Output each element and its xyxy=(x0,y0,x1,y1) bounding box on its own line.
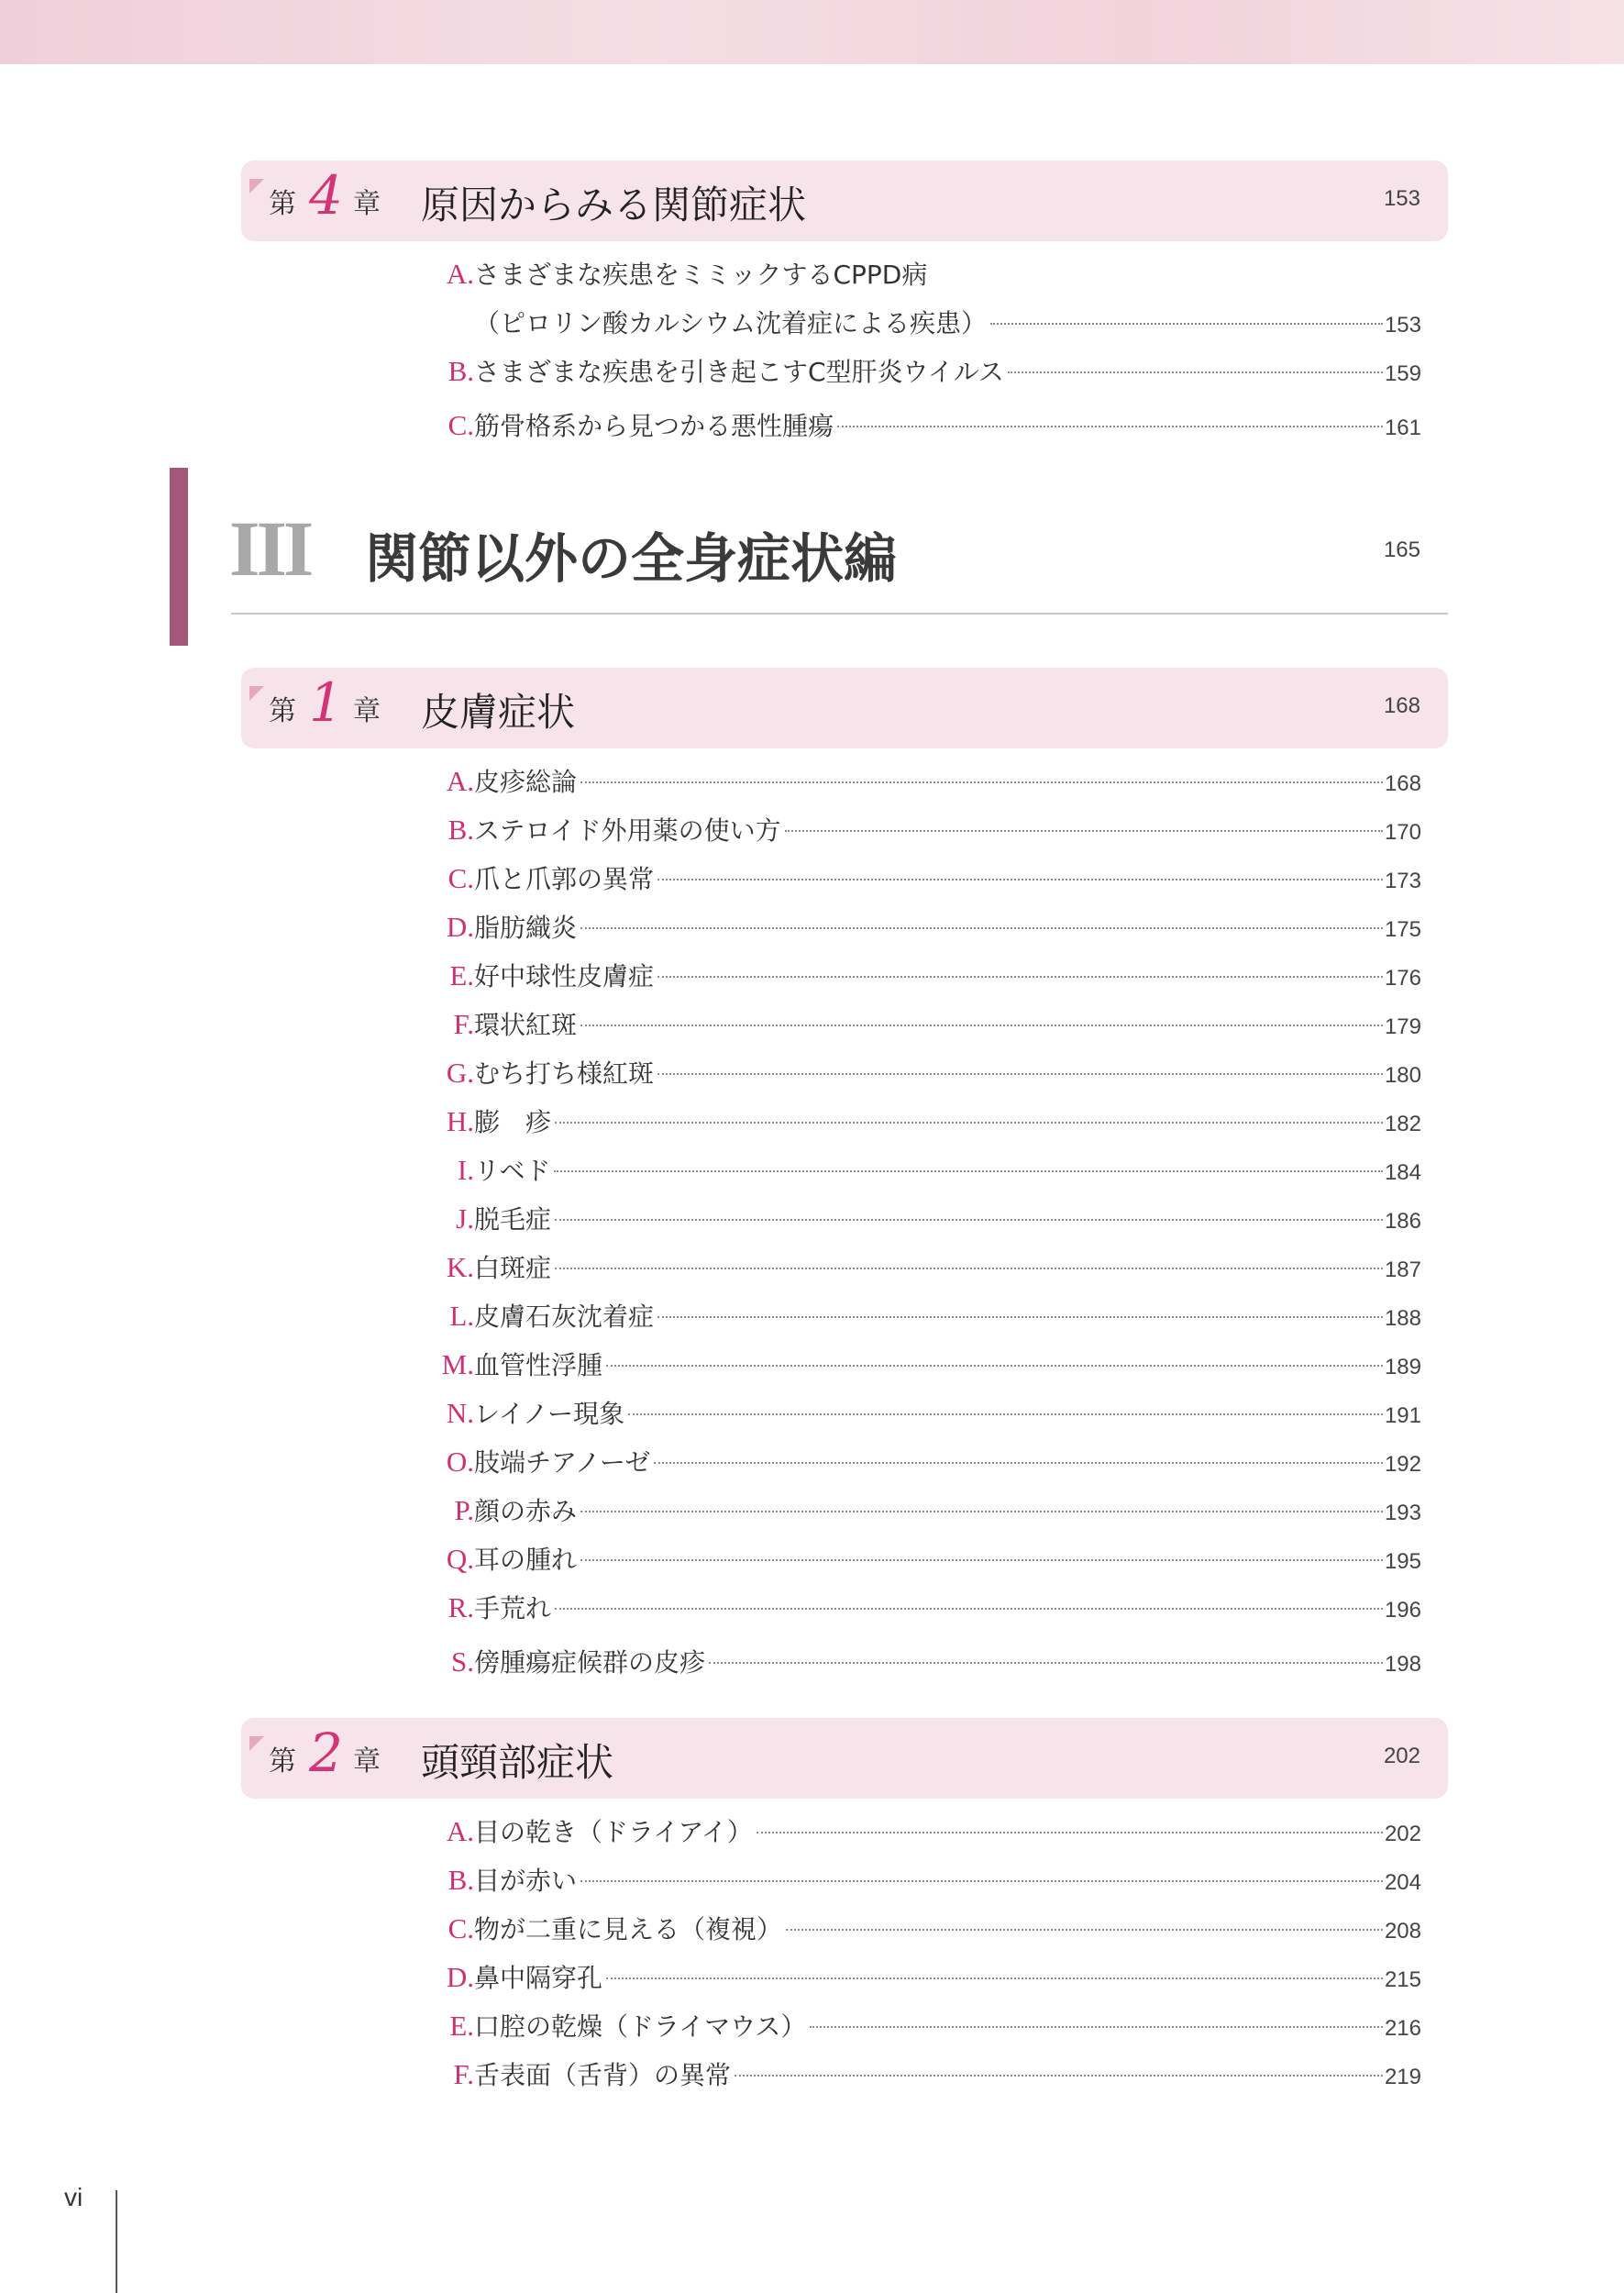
toc-entry[interactable] xyxy=(436,1248,1421,1289)
entry-page: 153 xyxy=(1384,313,1421,338)
toc-entry[interactable] xyxy=(436,304,1421,344)
entry-letter: C. xyxy=(447,1912,474,1944)
entry-page: 198 xyxy=(1384,1652,1421,1677)
entry-letter: P. xyxy=(454,1494,474,1526)
entry-letter: K. xyxy=(446,1251,474,1283)
chapter-page: 168 xyxy=(1383,693,1420,718)
entry-page: 193 xyxy=(1384,1501,1421,1525)
toc-entry[interactable] xyxy=(436,1054,1421,1094)
entry-letter: E. xyxy=(449,2010,474,2042)
chapter-title: 皮膚症状 xyxy=(421,690,576,735)
toc-entry[interactable] xyxy=(436,1812,1421,1853)
entry-title: ステロイド外用薬の使い方 xyxy=(474,815,781,846)
entry-title: さまざまな疾患をミミックするCPPD病 xyxy=(474,260,928,290)
toc-entry[interactable] xyxy=(436,1540,1421,1580)
entry-title: 物が二重に見える（複視） xyxy=(474,1914,783,1944)
entry-page: 184 xyxy=(1384,1160,1421,1185)
toc-entry[interactable] xyxy=(436,255,1421,295)
toc-entry[interactable] xyxy=(436,1958,1421,1999)
entry-letter: I. xyxy=(457,1154,474,1186)
dot-leader xyxy=(580,781,1383,783)
entry-page: 170 xyxy=(1384,820,1421,845)
entry-letter: D. xyxy=(446,911,474,943)
entry-title: 白斑症 xyxy=(474,1253,552,1283)
entry-page: 179 xyxy=(1384,1014,1421,1039)
entry-page: 159 xyxy=(1384,361,1421,386)
part-divider xyxy=(231,613,1448,615)
toc-entry[interactable] xyxy=(436,1102,1421,1143)
dot-leader xyxy=(990,323,1383,325)
entry-page: 188 xyxy=(1384,1306,1421,1331)
entry-letter: R. xyxy=(447,1591,474,1623)
dot-leader xyxy=(606,1365,1383,1367)
entry-title: 皮疹総論 xyxy=(474,767,578,797)
entry-title: 血管性浮腫 xyxy=(474,1350,603,1380)
entry-letter: F. xyxy=(453,1008,474,1040)
toc-entry[interactable] xyxy=(436,1443,1421,1483)
chapter-suffix: 章 xyxy=(353,695,381,727)
entry-letter: A. xyxy=(446,258,474,290)
entry-title: 脂肪織炎 xyxy=(474,913,578,943)
dot-leader xyxy=(555,1608,1383,1610)
entry-page: 168 xyxy=(1384,771,1421,796)
corner-mark xyxy=(249,1736,264,1751)
entry-page: 191 xyxy=(1384,1403,1421,1428)
entry-title: レイノー現象 xyxy=(474,1399,625,1429)
entry-title: 目が赤い xyxy=(474,1866,578,1896)
toc-entry[interactable] xyxy=(436,1346,1421,1386)
toc-entry[interactable] xyxy=(436,1861,1421,1901)
entry-page: 175 xyxy=(1384,917,1421,942)
entry-page: 195 xyxy=(1384,1549,1421,1574)
entry-title: 肢端チアノーゼ xyxy=(474,1447,651,1478)
part-page: 165 xyxy=(1383,537,1420,562)
entry-letter: B. xyxy=(447,814,474,846)
dot-leader xyxy=(785,830,1383,832)
entry-title: リベド xyxy=(474,1156,551,1186)
dot-leader xyxy=(1008,371,1383,373)
entry-title: 顔の赤み xyxy=(474,1496,578,1526)
entry-title: 環状紅斑 xyxy=(474,1010,578,1040)
chapter-title: 頭頸部症状 xyxy=(421,1740,614,1785)
entry-page: 176 xyxy=(1384,966,1421,991)
dot-leader xyxy=(657,879,1383,881)
chapter-1-header[interactable] xyxy=(241,668,1448,748)
dot-leader xyxy=(606,1977,1383,1979)
entry-letter: L. xyxy=(449,1300,474,1332)
entry-title: むち打ち様紅斑 xyxy=(474,1058,655,1089)
chapter-2-header[interactable] xyxy=(241,1718,1448,1799)
toc-entry[interactable] xyxy=(436,1394,1421,1435)
dot-leader xyxy=(735,2075,1383,2077)
top-decorative-band xyxy=(0,0,1624,64)
entry-page: 182 xyxy=(1384,1112,1421,1136)
entry-title: 傍腫瘍症候群の皮疹 xyxy=(474,1647,706,1678)
chapter-number: 1 xyxy=(309,671,343,734)
entry-title: （ピロリン酸カルシウム沈着症による疾患） xyxy=(474,308,988,338)
corner-mark xyxy=(249,686,264,701)
entry-title: さまざまな疾患を引き起こすC型肝炎ウイルス xyxy=(474,357,1004,387)
entry-title: 膨 疹 xyxy=(474,1107,552,1137)
chapter-number: 4 xyxy=(309,164,343,227)
toc-entry[interactable] xyxy=(436,811,1421,851)
toc-entry[interactable] xyxy=(436,1200,1421,1240)
entry-letter: F. xyxy=(453,2058,474,2090)
entry-title: 皮膚石灰沈着症 xyxy=(474,1302,655,1332)
entry-letter: D. xyxy=(446,1961,474,1993)
toc-entry[interactable] xyxy=(436,2055,1421,2096)
dot-leader xyxy=(657,976,1383,978)
toc-entry[interactable] xyxy=(436,859,1421,900)
entry-title: 目の乾き（ドライアイ） xyxy=(474,1817,753,1847)
dot-leader xyxy=(757,1832,1383,1833)
chapter-prefix: 第 xyxy=(269,188,296,220)
corner-mark xyxy=(249,179,264,194)
entry-letter: B. xyxy=(447,355,474,387)
dot-leader xyxy=(628,1413,1383,1415)
page-folio: vi xyxy=(64,2183,83,2211)
entry-page: 219 xyxy=(1384,2065,1421,2089)
toc-entry[interactable] xyxy=(436,762,1421,803)
entry-letter: A. xyxy=(446,1815,474,1847)
dot-leader xyxy=(555,1219,1383,1221)
chapter-suffix: 章 xyxy=(353,188,381,220)
dot-leader xyxy=(580,1025,1383,1026)
entry-page: 204 xyxy=(1384,1870,1421,1895)
entry-letter: A. xyxy=(446,765,474,797)
part-accent-bar xyxy=(170,468,188,646)
entry-letter: B. xyxy=(447,1864,474,1896)
entry-title: 爪と爪郭の異常 xyxy=(474,864,655,894)
dot-leader xyxy=(580,1559,1383,1561)
entry-page: 215 xyxy=(1384,1967,1421,1992)
part-numeral: III xyxy=(229,504,311,593)
toc-entry[interactable] xyxy=(436,406,1421,447)
part-title[interactable]: 関節以外の全身症状編 xyxy=(365,527,898,590)
folio-rule xyxy=(116,2190,117,2293)
entry-title: 筋骨格系から見つかる悪性腫瘍 xyxy=(474,411,834,441)
chapter-4-header[interactable] xyxy=(241,161,1448,241)
entry-title: 手荒れ xyxy=(474,1593,552,1623)
chapter-title: 原因からみる関節症状 xyxy=(421,183,807,227)
toc-entry[interactable] xyxy=(436,1910,1421,1950)
dot-leader xyxy=(709,1662,1383,1664)
toc-entry[interactable] xyxy=(436,2007,1421,2047)
dot-leader xyxy=(786,1929,1383,1931)
entry-page: 208 xyxy=(1384,1919,1421,1944)
toc-entry[interactable] xyxy=(436,1151,1421,1191)
toc-entry[interactable] xyxy=(436,908,1421,948)
dot-leader xyxy=(580,1880,1383,1882)
entry-letter: H. xyxy=(446,1105,474,1137)
entry-page: 196 xyxy=(1384,1598,1421,1623)
entry-title: 耳の腫れ xyxy=(474,1545,578,1575)
entry-title: 舌表面（舌背）の異常 xyxy=(474,2060,732,2090)
dot-leader xyxy=(555,1268,1383,1269)
toc-entry[interactable] xyxy=(436,352,1421,393)
entry-title: 脱毛症 xyxy=(474,1204,552,1235)
entry-page: 216 xyxy=(1384,2016,1421,2041)
toc-entry[interactable] xyxy=(436,1643,1421,1683)
entry-letter: E. xyxy=(449,959,474,991)
entry-letter: C. xyxy=(447,862,474,894)
entry-letter: S. xyxy=(451,1645,474,1678)
entry-letter: G. xyxy=(446,1057,474,1089)
dot-leader xyxy=(554,1170,1383,1172)
chapter-suffix: 章 xyxy=(353,1745,381,1778)
entry-page: 192 xyxy=(1384,1452,1421,1477)
toc-entry[interactable] xyxy=(436,1491,1421,1532)
chapter-prefix: 第 xyxy=(269,695,296,727)
dot-leader xyxy=(657,1316,1383,1318)
entry-letter: N. xyxy=(446,1397,474,1429)
dot-leader xyxy=(810,2026,1383,2028)
toc-entry[interactable] xyxy=(436,1297,1421,1337)
entry-letter: J. xyxy=(456,1202,474,1235)
entry-letter: C. xyxy=(447,409,474,441)
dot-leader xyxy=(580,927,1383,929)
entry-letter: M. xyxy=(441,1348,474,1380)
dot-leader xyxy=(837,426,1383,427)
chapter-page: 202 xyxy=(1383,1744,1420,1768)
dot-leader xyxy=(580,1511,1383,1512)
entry-page: 189 xyxy=(1384,1355,1421,1379)
entry-title: 口腔の乾燥（ドライマウス） xyxy=(474,2011,807,2042)
dot-leader xyxy=(657,1073,1383,1075)
entry-title: 好中球性皮膚症 xyxy=(474,961,655,991)
entry-page: 173 xyxy=(1384,869,1421,893)
entry-letter: Q. xyxy=(446,1543,474,1575)
entry-page: 186 xyxy=(1384,1209,1421,1234)
entry-page: 202 xyxy=(1384,1822,1421,1846)
toc-entry[interactable] xyxy=(436,1589,1421,1629)
entry-page: 161 xyxy=(1384,415,1421,440)
entry-title: 鼻中隔穿孔 xyxy=(474,1963,603,1993)
dot-leader xyxy=(555,1122,1383,1124)
toc-entry[interactable] xyxy=(436,957,1421,997)
dot-leader xyxy=(654,1462,1383,1464)
toc-entry[interactable] xyxy=(436,1005,1421,1046)
chapter-number: 2 xyxy=(309,1722,343,1784)
chapter-prefix: 第 xyxy=(269,1745,296,1778)
entry-letter: O. xyxy=(446,1446,474,1478)
entry-page: 187 xyxy=(1384,1257,1421,1282)
chapter-page: 153 xyxy=(1383,186,1420,211)
entry-page: 180 xyxy=(1384,1063,1421,1088)
